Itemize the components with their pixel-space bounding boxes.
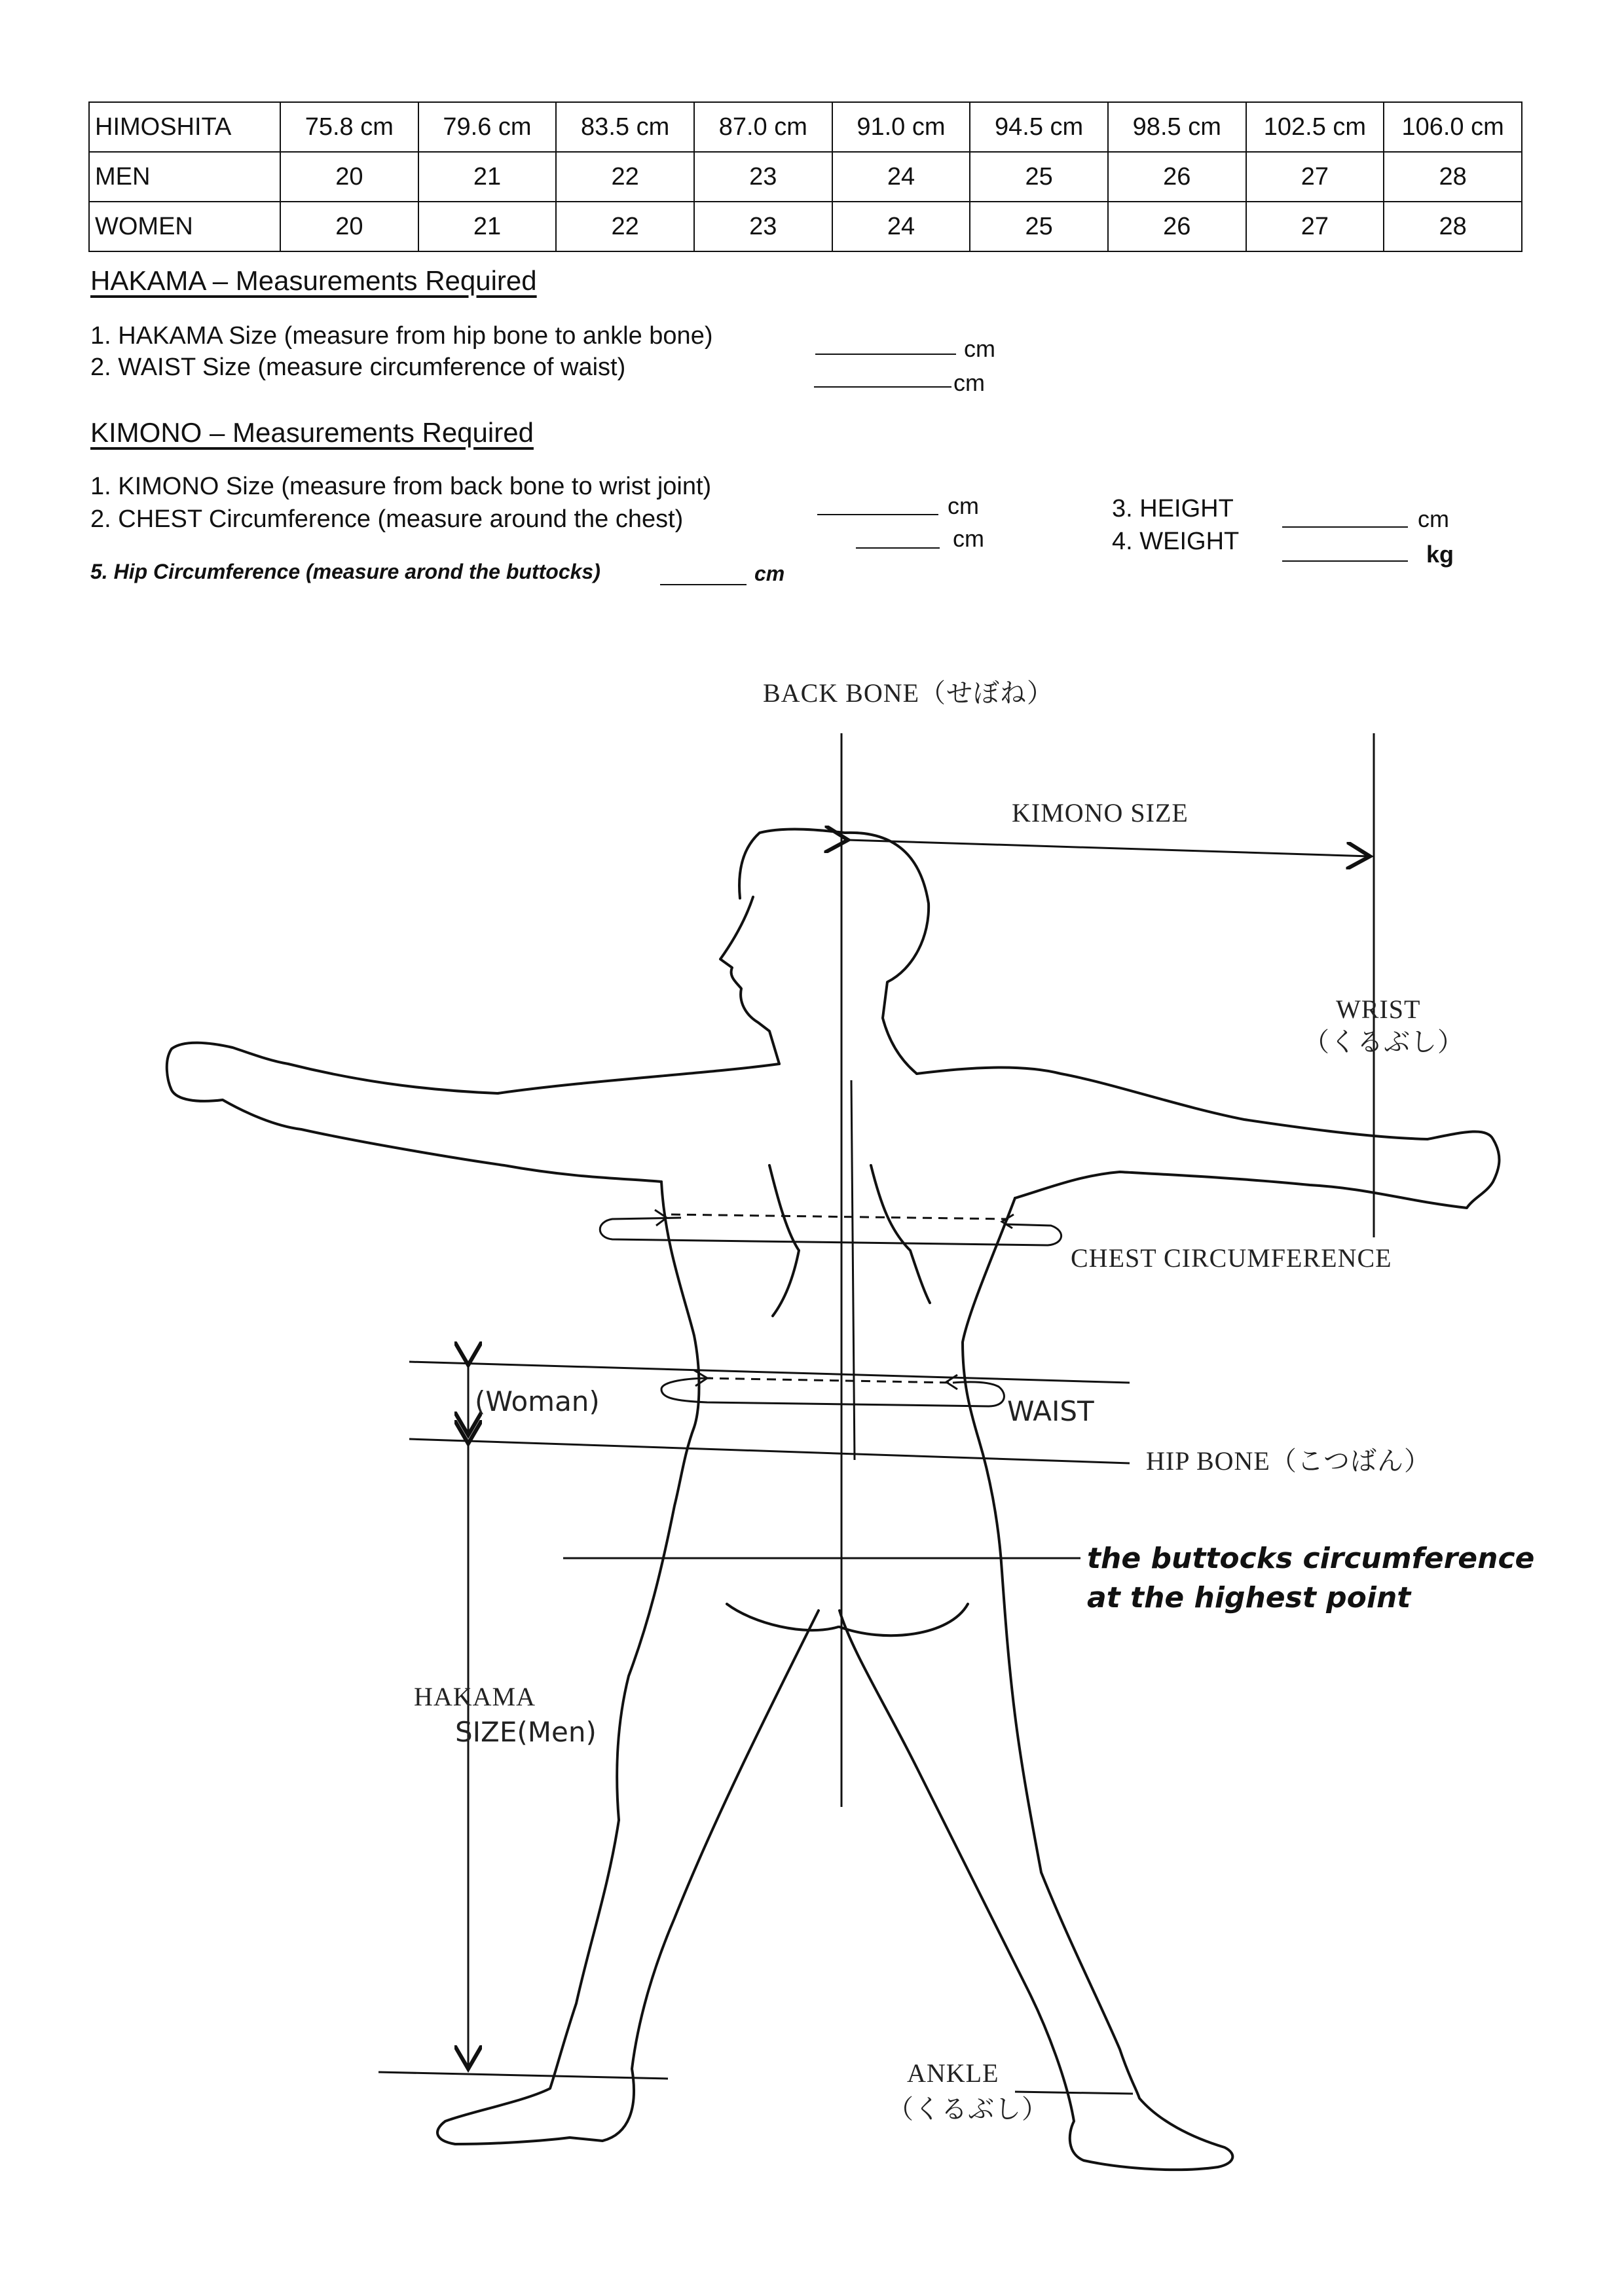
size-table-cell: 26 (1108, 152, 1246, 202)
chest-unit: cm (953, 525, 984, 552)
right-arm-outline (917, 1068, 1499, 1208)
size-table-cell: 22 (556, 202, 694, 251)
height-unit: cm (1418, 505, 1449, 532)
buttocks-left (727, 1604, 838, 1630)
size-table-row-label: MEN (89, 152, 280, 202)
size-table-cell: 83.5 cm (556, 102, 694, 152)
left-arm-outline (167, 1043, 779, 1182)
hip-bone-label: HIP BONE（こつばん） (1146, 1446, 1431, 1476)
wrist-label: WRIST (1336, 994, 1421, 1024)
weight-unit: kg (1426, 541, 1454, 568)
size-table-cell: 25 (970, 152, 1108, 202)
size-table-cell: 24 (832, 202, 970, 251)
hip-item-number: 5. (90, 560, 108, 583)
size-table-cell: 24 (832, 152, 970, 202)
back-bone-label: BACK BONE（せぼね） (763, 678, 1054, 708)
size-table-cell: 106.0 cm (1384, 102, 1522, 152)
size-table-cell: 27 (1246, 202, 1384, 251)
size-table-cell: 26 (1108, 202, 1246, 251)
size-table-cell: 22 (556, 152, 694, 202)
size-table-cell: 20 (280, 202, 418, 251)
left-torso-outline (617, 1182, 699, 1820)
kimono-size-arrow (848, 840, 1370, 856)
chest-label: CHEST CIRCUMFERENCE (1071, 1243, 1392, 1273)
ankle-jp-label: （くるぶし） (887, 2094, 1048, 2124)
size-table-cell: 102.5 cm (1246, 102, 1384, 152)
hakama-size-item: 1. HAKAMA Size (measure from hip bone to ankle bone) (90, 322, 713, 350)
size-table-cell: 28 (1384, 152, 1522, 202)
weight-item: 4. WEIGHT (1112, 528, 1240, 555)
hip-bone-line (409, 1439, 1130, 1463)
kimono-size-unit: cm (948, 492, 979, 519)
waist-size-unit: cm (953, 369, 985, 396)
shoulder-blade-right (871, 1165, 930, 1303)
size-table-cell: 98.5 cm (1108, 102, 1246, 152)
hip-unit: cm (754, 562, 785, 585)
buttocks-note-line2: at the highest point (1087, 1581, 1411, 1614)
size-table-cell: 20 (280, 152, 418, 202)
size-table-cell: 94.5 cm (970, 102, 1108, 152)
size-table-cell: 75.8 cm (280, 102, 418, 152)
hip-item-text: Hip Circumference (measure arond the buttocks) (113, 560, 600, 583)
size-table-cell: 91.0 cm (832, 102, 970, 152)
ankle-line-left (378, 2072, 668, 2079)
size-table-cell: 28 (1384, 202, 1522, 251)
size-table-row-label: WOMEN (89, 202, 280, 251)
waist-loop (661, 1378, 1004, 1406)
size-table-cell: 27 (1246, 152, 1384, 202)
chest-item: 2. CHEST Circumference (measure around the chest) (90, 505, 684, 533)
waist-size-item: 2. WAIST Size (measure circumference of waist) (90, 354, 626, 381)
ankle-label: ANKLE (907, 2058, 999, 2088)
head-outline (739, 829, 929, 1074)
hakama-size-unit: cm (964, 335, 995, 362)
right-leg-outline (840, 1611, 1232, 2170)
size-table-cell: 25 (970, 202, 1108, 251)
wrist-jp-label: （くるぶし） (1303, 1027, 1464, 1057)
size-table-row-label: HIMOSHITA (89, 102, 280, 152)
kimono-size-label: KIMONO SIZE (1012, 798, 1189, 828)
size-table-cell: 79.6 cm (418, 102, 557, 152)
woman-label: (Woman) (475, 1385, 600, 1417)
size-table-cell: 23 (694, 202, 832, 251)
size-table-cell: 21 (418, 202, 557, 251)
buttocks-note-line1: the buttocks circumference (1087, 1542, 1535, 1575)
kimono-heading: KIMONO – Measurements Required (90, 417, 534, 448)
size-table-cell: 21 (418, 152, 557, 202)
hakama-heading: HAKAMA – Measurements Required (90, 265, 537, 296)
ankle-line-right (1015, 2092, 1133, 2094)
chest-dashed (671, 1214, 1008, 1219)
face-outline (720, 897, 779, 1064)
buttocks-right (840, 1604, 968, 1635)
waist-label: WAIST (1007, 1395, 1094, 1427)
spine-line (851, 1080, 855, 1460)
waist-dashed (704, 1378, 953, 1383)
height-item: 3. HEIGHT (1112, 495, 1234, 522)
hakama-label: HAKAMA (414, 1682, 536, 1711)
size-table-cell: 87.0 cm (694, 102, 832, 152)
kimono-size-item: 1. KIMONO Size (measure from back bone to wrist joint) (90, 473, 712, 500)
right-torso-outline (963, 1198, 1041, 1872)
size-table-cell: 23 (694, 152, 832, 202)
size-men-label: SIZE(Men) (455, 1716, 597, 1748)
